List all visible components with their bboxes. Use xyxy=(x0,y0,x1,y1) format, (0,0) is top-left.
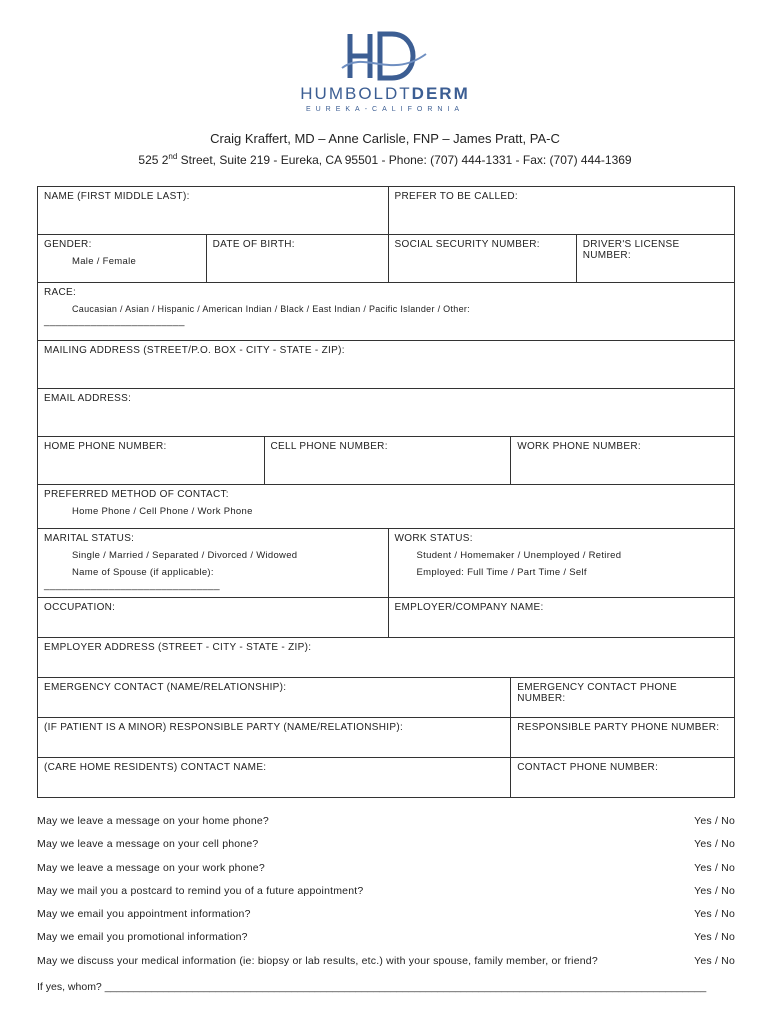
practice-address: 525 2nd Street, Suite 219 - Eureka, CA 95501 - Phone: (707) 444-1331 - Fax: (707) 444-1369 xyxy=(138,152,632,167)
home-phone-field[interactable]: HOME PHONE NUMBER: xyxy=(38,437,265,485)
yes-no-choice[interactable]: Yes / No xyxy=(694,838,735,851)
responsible-phone-field[interactable]: RESPONSIBLE PARTY PHONE NUMBER: xyxy=(511,718,735,758)
contact-phone-field[interactable]: CONTACT PHONE NUMBER: xyxy=(511,758,735,798)
yes-no-choice[interactable]: Yes / No xyxy=(694,954,735,967)
employer-field[interactable]: EMPLOYER/COMPANY NAME: xyxy=(388,598,734,638)
brand-name: HUMBOLDTDERM xyxy=(300,84,470,103)
care-home-contact-field[interactable]: (CARE HOME RESIDENTS) CONTACT NAME: xyxy=(38,758,511,798)
consent-questions xyxy=(37,815,735,978)
preferred-contact-field[interactable]: PREFERRED METHOD OF CONTACT: Home Phone / Cell Phone / Work Phone xyxy=(38,485,735,529)
yes-no-choice[interactable]: Yes / No xyxy=(694,884,735,897)
dob-field[interactable]: DATE OF BIRTH: xyxy=(206,235,388,283)
question-row: May we leave a message on your cell phone? Yes / No xyxy=(37,838,735,851)
question-row: May we leave a message on your work phone? Yes / No xyxy=(37,861,735,874)
yes-no-choice[interactable]: Yes / No xyxy=(694,931,735,944)
doctors-line: Craig Kraffert, MD – Anne Carlisle, FNP – James Pratt, PA-C xyxy=(210,131,560,146)
race-field[interactable]: RACE: Caucasian / Asian / Hispanic / American Indian / Black / East Indian / Pacific Islander / Other: ________________________ xyxy=(38,283,735,341)
question-row: May we email you promotional information? Yes / No xyxy=(37,931,735,944)
emergency-phone-field[interactable]: EMERGENCY CONTACT PHONE NUMBER: xyxy=(511,678,735,718)
occupation-field[interactable]: OCCUPATION: xyxy=(38,598,389,638)
work-status-field[interactable]: WORK STATUS: Student / Homemaker / Unemployed / Retired Employed: Full Time / Part Time / Self xyxy=(388,529,734,598)
prefer-name-field[interactable]: PREFER TO BE CALLED: xyxy=(388,187,734,235)
brand-tagline: EUREKA-CALIFORNIA xyxy=(305,106,465,113)
yes-no-choice[interactable]: Yes / No xyxy=(694,815,735,827)
name-field[interactable]: NAME (FIRST MIDDLE LAST): xyxy=(38,187,389,235)
question-row: May we leave a message on your home phone? Yes / No xyxy=(37,815,735,827)
question-row: May we mail you a postcard to remind you of a future appointment? Yes / No xyxy=(37,884,735,897)
mailing-address-field[interactable]: MAILING ADDRESS (STREET/P.O. BOX - CITY - STATE - ZIP): xyxy=(38,341,735,389)
cell-phone-field[interactable]: CELL PHONE NUMBER: xyxy=(264,437,511,485)
question-row: May we email you appointment information? Yes / No xyxy=(37,908,735,921)
email-field[interactable]: EMAIL ADDRESS: xyxy=(38,389,735,437)
yes-no-choice[interactable]: Yes / No xyxy=(694,908,735,921)
ssn-field[interactable]: SOCIAL SECURITY NUMBER: xyxy=(388,235,576,283)
question-row: May we discuss your medical information (ie: biopsy or lab results, etc.) with your spouse, family member, or friend? Yes / No xyxy=(37,954,735,967)
marital-status-field[interactable]: MARITAL STATUS: Single / Married / Separated / Divorced / Widowed Name of Spouse (if applicable): ______________________________ xyxy=(38,529,389,598)
license-field[interactable]: DRIVER'S LICENSE NUMBER: xyxy=(576,235,734,283)
hd-monogram-icon xyxy=(340,30,430,82)
emergency-contact-field[interactable]: EMERGENCY CONTACT (NAME/RELATIONSHIP): xyxy=(38,678,511,718)
responsible-party-field[interactable]: (IF PATIENT IS A MINOR) RESPONSIBLE PARTY (NAME/RELATIONSHIP): xyxy=(38,718,511,758)
patient-form xyxy=(37,186,735,798)
employer-address-field[interactable]: EMPLOYER ADDRESS (STREET - CITY - STATE - ZIP): xyxy=(38,638,735,678)
work-phone-field[interactable]: WORK PHONE NUMBER: xyxy=(511,437,735,485)
yes-no-choice[interactable]: Yes / No xyxy=(694,861,735,874)
logo xyxy=(290,30,480,126)
gender-field[interactable]: GENDER: Male / Female xyxy=(38,235,207,283)
if-yes-whom-field[interactable]: If yes, whom? _______________________________________________________________________________________________________ xyxy=(37,981,707,993)
